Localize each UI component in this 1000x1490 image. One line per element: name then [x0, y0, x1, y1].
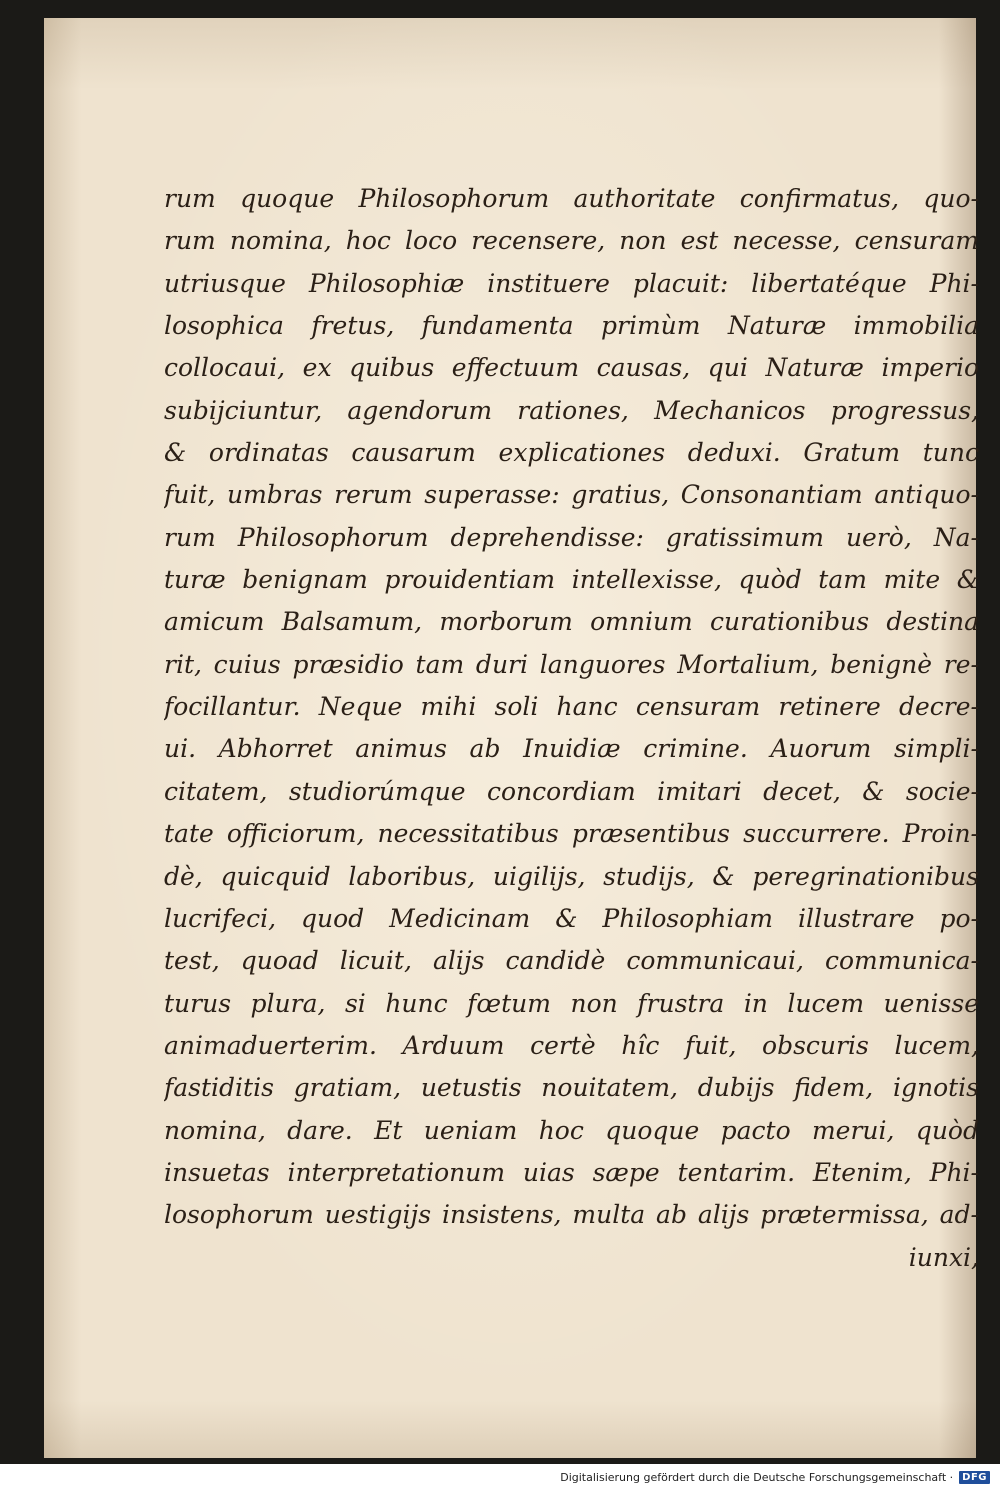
body-text	[164, 178, 979, 1279]
funding-notice: Digitalisierung gefördert durch die Deutsche Forschungsgemeinschaft ·	[560, 1470, 954, 1484]
dfg-logo: DFG	[959, 1471, 990, 1484]
text-line: losophica fretus, fundamenta primùm Naturæ immobilia	[164, 311, 979, 341]
text-line: turus plura, si hunc fœtum non frustra in lucem uenisse	[164, 988, 979, 1018]
text-line: ui. Abhorret animus ab Inuidiæ crimine. Auorum simpli-	[164, 734, 979, 764]
text-line: & ordinatas causarum explicationes deduxi. Gratum tunc	[164, 438, 979, 468]
funding-footer	[0, 1464, 1000, 1490]
text-line: rum nomina, hoc loco recensere, non est necesse, censuram	[164, 226, 979, 256]
text-line: subijciuntur, agendorum rationes, Mechanicos progressus,	[164, 395, 979, 425]
text-line: test, quoad licuit, alijs candidè communicaui, communica-	[164, 946, 979, 976]
text-line: lucrifeci, quod Medicinam & Philosophiam illustrare po-	[164, 903, 979, 933]
text-line: dè, quicquid laboribus, uigilijs, studijs, & peregrinationibus	[164, 861, 979, 891]
text-line: losophorum uestigijs insistens, multa ab alijs prætermissa, ad-	[164, 1200, 979, 1230]
text-line: insuetas interpretationum uias sæpe tentarim. Etenim, Phi-	[164, 1157, 979, 1187]
text-line: tate officiorum, necessitatibus præsentibus succurrere. Proin-	[164, 819, 979, 849]
book-page	[44, 18, 979, 1458]
text-line: collocaui, ex quibus effectuum causas, qui Naturæ imperio	[164, 353, 979, 383]
text-line: amicum Balsamum, morborum omnium curationibus destina	[164, 607, 979, 637]
text-line: citatem, studiorúmque concordiam imitari decet, & socie-	[164, 776, 979, 806]
text-line: fastiditis gratiam, uetustis nouitatem, dubijs fidem, ignotis	[164, 1073, 979, 1103]
text-line: fuit, umbras rerum superasse: gratius, Consonantiam antiquo-	[164, 480, 979, 510]
text-line: focillantur. Neque mihi soli hanc censuram retinere decre-	[164, 692, 979, 722]
text-line: animaduerterim. Arduum certè hîc fuit, obscuris lucem,	[164, 1030, 979, 1060]
text-line: rum Philosophorum deprehendisse: gratissimum uerò, Na-	[164, 522, 979, 552]
text-line: utriusque Philosophiæ instituere placuit: libertatéque Phi-	[164, 268, 979, 298]
text-line: turæ benignam prouidentiam intellexisse, quòd tam mite &	[164, 565, 979, 595]
catchword: iunxi,	[908, 1242, 979, 1272]
text-line: rit, cuius præsidio tam duri languores Mortalium, benignè re-	[164, 649, 979, 679]
text-line: rum quoque Philosophorum authoritate confirmatus, quo-	[164, 184, 979, 213]
text-line: nomina, dare. Et ueniam hoc quoque pacto merui, quòd	[164, 1115, 979, 1145]
